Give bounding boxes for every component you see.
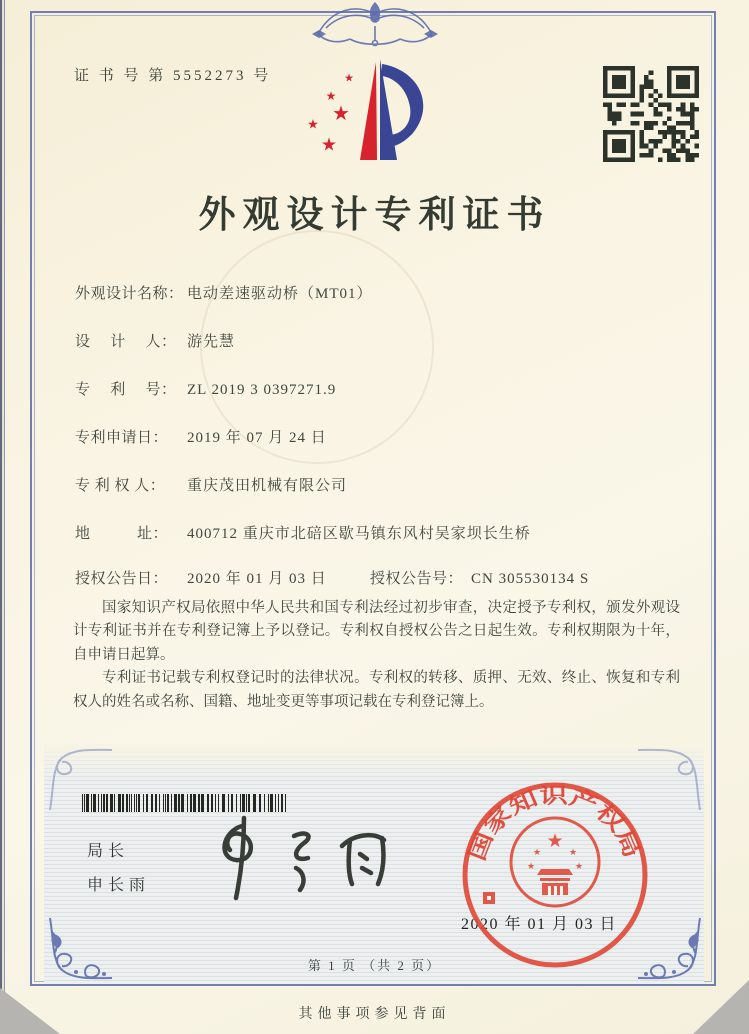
field-value: 2020 年 01 月 03 日 <box>187 571 327 587</box>
logo-star-icon: ★ <box>320 134 338 156</box>
field-value: 电动差速驱动桥（MT01） <box>187 286 373 302</box>
field-label: 设 计 人： <box>75 334 177 350</box>
field-filing-date <box>75 426 695 446</box>
legal-text <box>73 597 680 714</box>
field-label: 地 址： <box>75 526 169 542</box>
commissioner-title: 局长 <box>87 843 130 860</box>
commissioner-name: 申长雨 <box>87 877 151 894</box>
legal-paragraph: 专利证书记载专利权登记时的法律状况。专利权的转移、质押、无效、终止、恢复和专利权人的姓名或名称、国籍、地址变更等事项记载在专利登记簿上。 <box>73 670 680 710</box>
field-value: CN 305530134 S <box>471 571 590 587</box>
field-value: 2019 年 07 月 24 日 <box>187 430 327 446</box>
field-label: 专 利 号： <box>75 382 177 398</box>
logo-star-icon: ★ <box>307 117 319 133</box>
field-label: 专利申请日： <box>75 430 169 446</box>
logo-star-icon: ★ <box>325 89 337 103</box>
seal-date: 2020 年 01 月 03 日 <box>461 916 618 933</box>
field-design-name <box>75 282 695 302</box>
field-value: ZL 2019 3 0397271.9 <box>187 382 337 398</box>
official-seal-icon <box>452 775 658 975</box>
field-label: 授权公告日： <box>75 571 169 587</box>
handwritten-signature-icon <box>208 812 403 904</box>
barcode-icon <box>82 794 287 812</box>
field-designer <box>75 330 695 350</box>
field-label: 授权公告号： <box>370 571 464 587</box>
emblem-star-icon: ★ <box>568 848 578 858</box>
field-grant-number <box>370 567 589 588</box>
page-number: 第 1 页 （共 2 页） <box>307 958 442 973</box>
legal-paragraph: 国家知识产权局依照中华人民共和国专利法经过初步审查，决定授予专利权，颁发外观设计专利证书并在专利登记簿上予以登记。专利权自授权公告之日起生效。专利权期限为十年，自申请日起算。 <box>73 600 680 663</box>
emblem-star-icon: ★ <box>526 862 536 872</box>
field-grant-row <box>75 567 695 587</box>
field-label: 外观设计名称： <box>75 286 184 302</box>
seal-code-mark <box>483 892 495 904</box>
field-patent-number <box>75 378 695 398</box>
certificate-number: 证 书 号 第 5552273 号 <box>74 68 272 84</box>
cnipa-logo-icon <box>300 52 450 172</box>
field-patentee <box>75 474 695 494</box>
emblem-star-icon: ★ <box>574 862 584 872</box>
document-title: 外观设计专利证书 <box>198 195 551 236</box>
field-value: 重庆茂田机械有限公司 <box>187 478 348 494</box>
logo-star-icon: ★ <box>344 71 354 85</box>
back-side-note: 其他事项参见背面 <box>298 1007 451 1022</box>
scan-edge-shadow <box>0 0 7 1034</box>
field-address <box>75 522 695 542</box>
seal-ring-text: 国家知识产权局 <box>464 782 643 864</box>
logo-star-icon: ★ <box>332 101 350 125</box>
field-value: 400712 重庆市北碚区歇马镇东风村吴家坝长生桥 <box>187 526 531 542</box>
emblem-star-icon: ★ <box>546 830 564 852</box>
national-emblem-icon <box>511 818 599 906</box>
top-lace-ornament-icon <box>222 0 528 52</box>
emblem-star-icon: ★ <box>532 848 542 858</box>
qr-code-icon <box>603 66 699 162</box>
field-value: 游先慧 <box>187 334 236 350</box>
field-label: 专 利 权 人： <box>75 478 166 494</box>
